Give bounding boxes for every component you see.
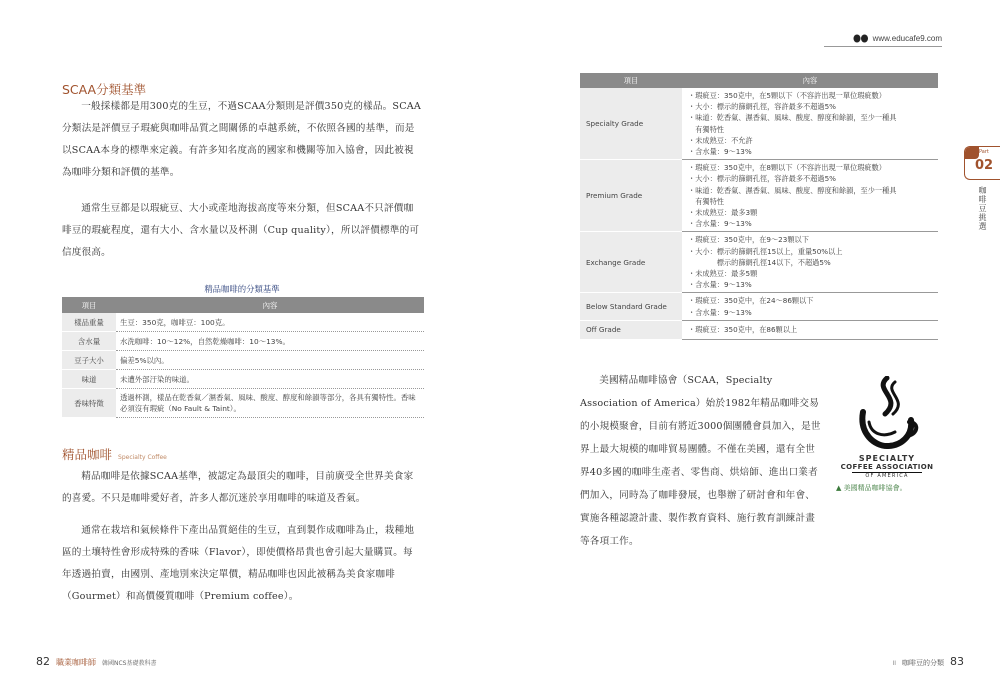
header-rule bbox=[824, 46, 942, 47]
grade-content bbox=[682, 88, 938, 160]
grade-label: Off Grade bbox=[580, 320, 682, 339]
table-row bbox=[580, 88, 938, 160]
row-label: 含水量 bbox=[62, 332, 116, 351]
grade-line: 有獨特性 bbox=[688, 196, 724, 206]
table1-caption: 精品咖啡的分類基準 bbox=[204, 284, 280, 294]
table-row bbox=[62, 332, 424, 351]
row-content: 生豆：350克，咖啡豆：100克。 bbox=[116, 313, 424, 332]
scaa-association-paragraph: 美國精品咖啡協會（SCAA，Specialty Association of America）始於1982年精品咖啡交易的小規模聚會，目前有將近3000個團體會員加入，是世界上最大規模的咖啡貿易團體。不僅在美國，還有全世界40多國的咖啡生產者、零售商、烘焙師、進出口業者們加入，同時為了咖啡發展，也舉辦了研討會和年會、實施各種認證計畫、製作教育資料、施行教育訓練計畫等各項工作。 bbox=[580, 375, 821, 547]
table-row bbox=[62, 351, 424, 370]
grade-label: Specialty Grade bbox=[580, 88, 682, 160]
section-title-specialty: 精品咖啡 bbox=[62, 447, 113, 462]
grade-line: ・含水量：9〜13% bbox=[688, 147, 752, 157]
table-row bbox=[62, 370, 424, 389]
grade-label: Exchange Grade bbox=[580, 232, 682, 293]
row-content: 水洗咖啡：10〜12%，自然乾燥咖啡：10〜13%。 bbox=[116, 332, 424, 351]
footer-chapter-number: II bbox=[892, 660, 896, 667]
grade-line: ・瑕疵豆：350克中，在24〜86顆以下 bbox=[688, 296, 814, 306]
table-row bbox=[62, 389, 424, 418]
cup-logo-icon bbox=[855, 376, 919, 452]
footer-book-subtitle: 韓國NCS基礎教科書 bbox=[102, 660, 157, 667]
grade-line: ・含水量：9〜13% bbox=[688, 280, 752, 290]
grade-content bbox=[682, 320, 938, 339]
right-page-number: 83 bbox=[950, 655, 964, 668]
footer-left bbox=[36, 655, 157, 668]
row-label: 香味特徵 bbox=[62, 389, 116, 418]
grade-line: ・味道：乾香氣、濕香氣、風味、酸度、醇度和餘韻，至少一種具 bbox=[688, 113, 897, 123]
footer-chapter-title: 咖啡豆的分類 bbox=[902, 659, 944, 667]
section-heading-specialty bbox=[62, 445, 167, 463]
table-row bbox=[580, 160, 938, 232]
grade-content bbox=[682, 293, 938, 320]
row-content: 未遭外部汙染的味道。 bbox=[116, 370, 424, 389]
grade-line: 有獨特性 bbox=[688, 124, 724, 134]
grade-line: ・瑕疵豆：350克中，在86顆以上 bbox=[688, 325, 798, 335]
site-logo bbox=[853, 34, 942, 43]
part-label: Part bbox=[979, 149, 989, 155]
table1-header-item: 項目 bbox=[62, 297, 116, 313]
part-tab bbox=[964, 146, 1000, 180]
table2-header-item: 項目 bbox=[580, 73, 682, 88]
scaa-paragraph-2: 通常生豆都是以瑕疵豆、大小或產地海拔高度等來分類，但SCAA不只評價咖啡豆的瑕疵程度，還有大小、含水量以及杯測（Cup quality），所以評價標準的可信度很高。 bbox=[62, 203, 420, 258]
row-label: 豆子大小 bbox=[62, 351, 116, 370]
row-label: 樣品重量 bbox=[62, 313, 116, 332]
logo-caption: ▲ 美國精品咖啡協會。 bbox=[836, 484, 907, 492]
grade-line: ・大小：標示的篩網孔徑15以上，重量50%以上 bbox=[688, 246, 843, 256]
left-page-number: 82 bbox=[36, 655, 50, 668]
specialty-paragraph-2: 通常在栽培和氣候條件下產出品質絕佳的生豆，直到製作成咖啡為止，栽種地區的土壤特性會形成特殊的香味（Flavor），即使價格昂貴也會引起大量購買。每年透過拍賣，由國別、產地別來決定單價，精品咖啡也因此被稱為美食家咖啡（Gourmet）和高價優質咖啡（Premium coffee）。 bbox=[62, 525, 415, 602]
grade-line: ・味道：乾香氣、濕香氣、風味、酸度、醇度和餘韻，至少一種具 bbox=[688, 185, 897, 195]
grade-line: ・瑕疵豆：350克中，在5顆以下（不容許出現一單位瑕疵數） bbox=[688, 91, 886, 100]
grade-table bbox=[580, 73, 938, 340]
grade-label: Below Standard Grade bbox=[580, 293, 682, 320]
grade-content bbox=[682, 232, 938, 293]
grade-line: ・大小：標示的篩網孔徑，容許最多不超過5% bbox=[688, 174, 836, 184]
grade-line: ・大小：標示的篩網孔徑，容許最多不超過5% bbox=[688, 102, 836, 112]
part-number: 02 bbox=[975, 158, 994, 173]
grade-line: 標示的篩網孔徑14以下，不超過5% bbox=[688, 257, 831, 267]
logo-text-line2: COFFEE ASSOCIATION bbox=[840, 463, 934, 471]
table2-header-content: 內容 bbox=[682, 73, 938, 88]
table-row bbox=[580, 232, 938, 293]
classification-table bbox=[62, 297, 424, 418]
side-tab-vertical-title: 咖啡豆挑選 bbox=[978, 186, 987, 231]
grade-line: ・瑕疵豆：350克中，在8顆以下（不容許出現一單位瑕疵數） bbox=[688, 163, 886, 173]
grade-line: ・未成熟豆：最多3顆 bbox=[688, 208, 758, 218]
grade-content bbox=[682, 160, 938, 232]
grade-line: ・未成熟豆：不允許 bbox=[688, 135, 753, 145]
table-row bbox=[580, 293, 938, 320]
footer-right bbox=[892, 655, 964, 668]
table1-header-content: 內容 bbox=[116, 297, 424, 313]
row-content: 透過杯測，樣品在乾香氣／濕香氣、風味、酸度、醇度和餘韻等部分，各具有獨特性。香味必須沒有瑕疵（No Fault & Taint）。 bbox=[116, 389, 424, 418]
table-row bbox=[62, 313, 424, 332]
scaa-logo bbox=[835, 376, 939, 479]
grade-line: ・瑕疵豆：350克中，在9〜23顆以下 bbox=[688, 235, 809, 245]
grade-label: Premium Grade bbox=[580, 160, 682, 232]
section-title-scaa: SCAA分類基準 bbox=[62, 82, 147, 97]
grade-line: ・未成熟豆：最多5顆 bbox=[688, 269, 758, 279]
scaa-paragraph-1: 一般採樣都是用300克的生豆，不過SCAA分類則是評價350克的樣品。SCAA分類法是評價豆子瑕疵與咖啡品質之間關係的卓越系統，不依照各國的基準，而是以SCAA本身的標準來定義。有許多知名度高的國家和機關等加入協會，因此被視為咖啡分類和評價的基準。 bbox=[62, 101, 421, 178]
logo-text-line3: OF AMERICA bbox=[852, 472, 922, 479]
specialty-paragraph-1: 精品咖啡是依據SCAA基準，被認定為最頂尖的咖啡，目前廣受全世界美食家的喜愛。不只是咖啡愛好者，許多人都沉迷於享用咖啡的味道及香氣。 bbox=[62, 471, 414, 504]
coffee-bean-icon bbox=[853, 34, 869, 43]
grade-line: ・含水量：9〜13% bbox=[688, 219, 752, 229]
site-url: www.educafe9.com bbox=[872, 34, 942, 43]
section-subtitle-specialty: Specialty Coffee bbox=[118, 454, 167, 461]
table-row bbox=[580, 320, 938, 339]
row-content: 偏差5%以內。 bbox=[116, 351, 424, 370]
footer-book-title: 職業咖啡師 bbox=[56, 658, 96, 667]
grade-line: ・含水量：9〜13% bbox=[688, 307, 752, 317]
logo-text-line1: SPECIALTY bbox=[858, 454, 916, 463]
row-label: 味道 bbox=[62, 370, 116, 389]
